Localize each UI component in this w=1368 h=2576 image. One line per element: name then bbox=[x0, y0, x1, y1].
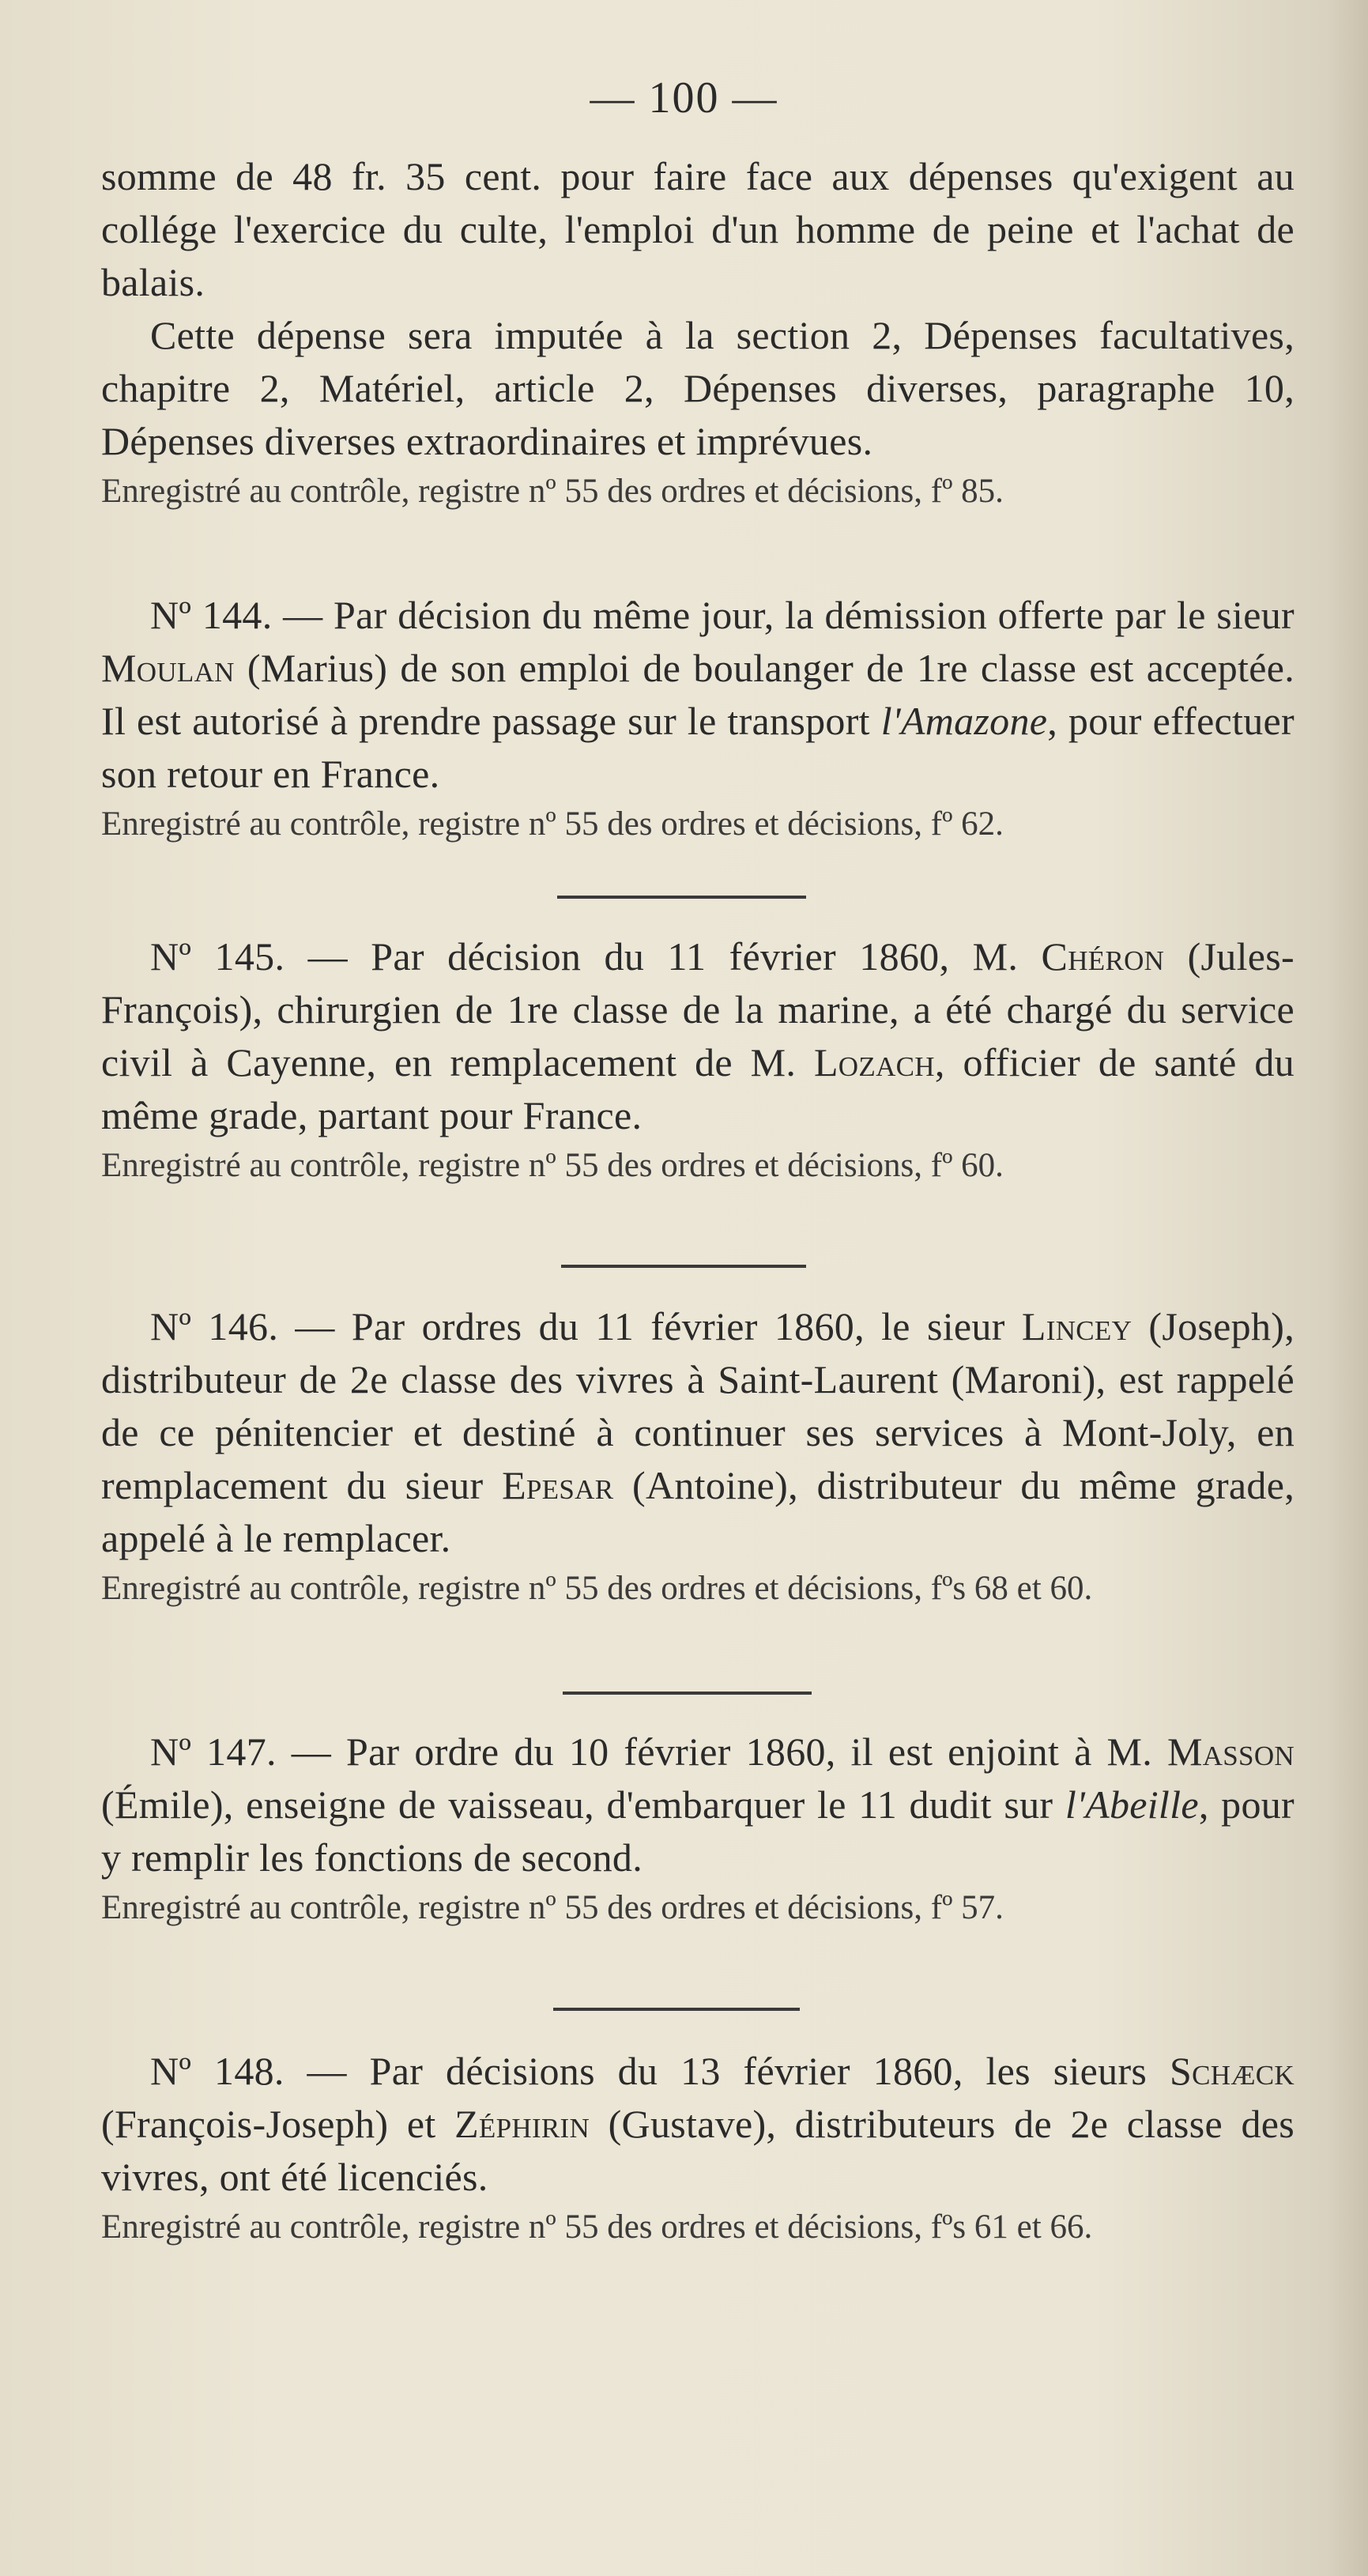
entry-text bbox=[101, 589, 1295, 801]
separator-rule bbox=[561, 1265, 806, 1268]
registry-note: Enregistré au contrôle, registre nº 55 des ordres et décisions, fº 60. bbox=[101, 1147, 1004, 1184]
entry-text bbox=[101, 930, 1295, 1142]
person-name: Epesar bbox=[502, 1463, 614, 1507]
registry-note: Enregistré au contrôle, registre nº 55 des ordres et décisions, fºs 61 et 66. bbox=[101, 2208, 1093, 2246]
entry-text-part: (François-Joseph) et bbox=[101, 2102, 455, 2146]
entry-text-part: , officier de santé du même grade, partant pour France. bbox=[101, 1040, 1295, 1137]
entry-text-part: — Par décision du même jour, la démission offerte par le sieur bbox=[272, 593, 1295, 637]
registry-note: Enregistré au contrôle, registre nº 55 des ordres et décisions, fºs 68 et 60. bbox=[101, 1570, 1093, 1607]
entry-number: Nº 148. bbox=[150, 2049, 285, 2093]
entry-text bbox=[101, 1726, 1295, 1884]
entry-number: Nº 144. bbox=[150, 593, 273, 637]
entry-text-part: — Par ordre du 10 février 1860, il est enjoint à M. bbox=[276, 1729, 1167, 1774]
person-name: Lincey bbox=[1021, 1304, 1132, 1348]
person-name: Moulan bbox=[101, 646, 235, 690]
entry-text-part: , pour effectuer son retour en France. bbox=[101, 699, 1295, 796]
person-name: Lozach bbox=[813, 1040, 935, 1084]
entry-145 bbox=[101, 930, 1295, 1190]
entry-number: Nº 145. bbox=[150, 934, 285, 979]
continuation-paragraph-2: Cette dépense sera imputée à la section 2, Dépenses facultatives, chapitre 2, Matériel, article 2, Dépenses diverses, paragraphe 10, Dépenses diverses extraordinaires et imprévues. bbox=[101, 313, 1295, 463]
separator-rule bbox=[557, 896, 806, 899]
ship-name: l'Abeille bbox=[1065, 1782, 1199, 1827]
entry-text-part: (Émile), enseigne de vaisseau, d'embarquer le 11 dudit sur bbox=[101, 1782, 1065, 1827]
entry-text-part: (Jules-François), chirurgien de 1re classe de la marine, a été chargé du service civil à Cayenne, en remplacement de M. bbox=[101, 934, 1295, 1084]
entry-text-part: , pour y remplir les fonctions de second. bbox=[101, 1782, 1295, 1880]
page-number: — 100 — bbox=[590, 74, 778, 123]
entry-144 bbox=[101, 589, 1295, 848]
registry-note: Enregistré au contrôle, registre nº 55 des ordres et décisions, fº 62. bbox=[101, 805, 1004, 843]
entry-number: Nº 146. bbox=[150, 1304, 279, 1348]
entry-147 bbox=[101, 1726, 1295, 1932]
separator-rule bbox=[563, 1692, 812, 1695]
entry-text-part: — Par décisions du 13 février 1860, les sieurs bbox=[284, 2049, 1170, 2093]
registry-note: Enregistré au contrôle, registre nº 55 des ordres et décisions, fº 85. bbox=[101, 473, 1004, 510]
ship-name: l'Amazone bbox=[880, 699, 1048, 743]
person-name: Masson bbox=[1166, 1729, 1295, 1774]
separator-rule bbox=[553, 2008, 800, 2011]
entry-text-part: (Gustave), distributeurs de 2e classe des vivres, ont été licenciés. bbox=[101, 2102, 1295, 2199]
entry-text bbox=[101, 1300, 1295, 1565]
entry-text-part: — Par ordres du 11 février 1860, le sieur bbox=[278, 1304, 1022, 1348]
entry-text-part: (Antoine), distributeur du même grade, appelé à le remplacer. bbox=[101, 1463, 1295, 1560]
entry-text bbox=[101, 2045, 1295, 2204]
continuation-paragraph-1: somme de 48 fr. 35 cent. pour faire face aux dépenses qu'exigent au collége l'exercice du culte, l'emploi d'un homme de peine et l'achat de balais. bbox=[101, 154, 1295, 304]
person-name: Chéron bbox=[1041, 934, 1165, 979]
entry-text-part: — Par décision du 11 février 1860, M. bbox=[285, 934, 1042, 979]
entry-text-part: (Joseph), distributeur de 2e classe des vivres à Saint-Laurent (Maroni), est rappelé de ce pénitencier et destiné à continuer ses services à Mont-Joly, en remplacement du sieur bbox=[101, 1304, 1295, 1507]
entry-146 bbox=[101, 1300, 1295, 1612]
entry-148 bbox=[101, 2045, 1295, 2251]
continuation-block bbox=[101, 150, 1295, 515]
person-name: Zéphirin bbox=[454, 2102, 590, 2146]
registry-note: Enregistré au contrôle, registre nº 55 des ordres et décisions, fº 57. bbox=[101, 1889, 1004, 1926]
entry-text-part: (Marius) de son emploi de boulanger de 1re classe est acceptée. Il est autorisé à prendre passage sur le transport bbox=[101, 646, 1295, 743]
person-name: Schæck bbox=[1170, 2049, 1295, 2093]
entry-number: Nº 147. bbox=[150, 1729, 277, 1774]
